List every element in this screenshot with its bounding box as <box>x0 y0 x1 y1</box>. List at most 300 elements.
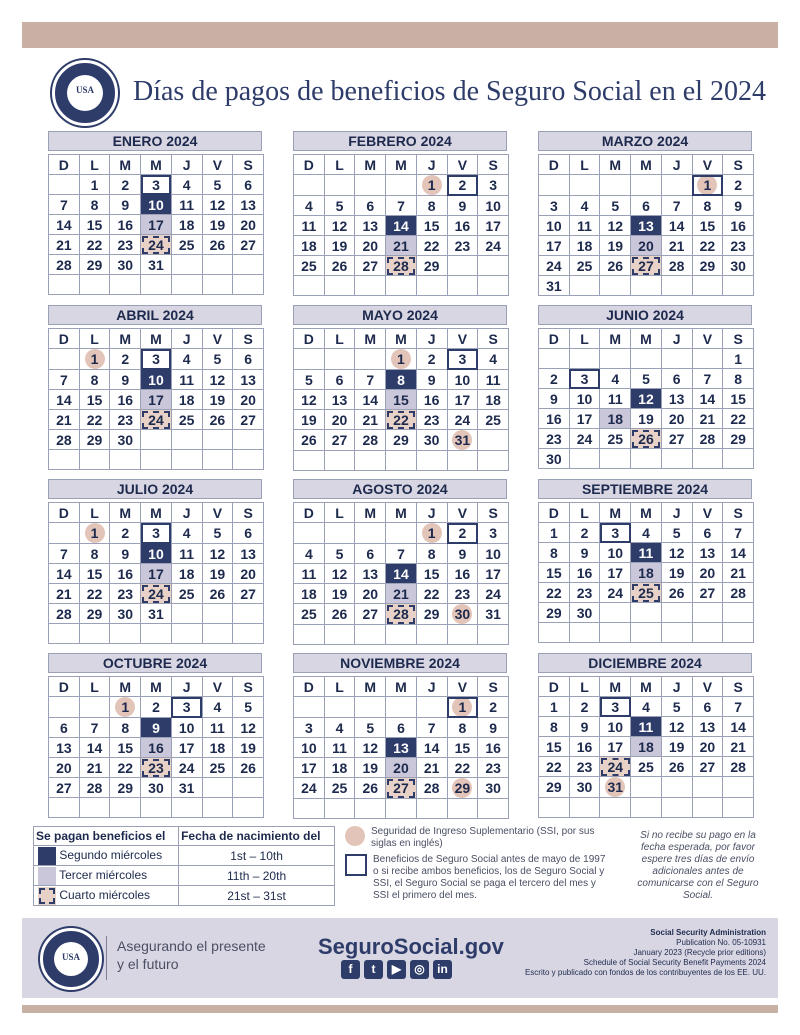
weekday-header: S <box>478 503 509 523</box>
day-cell: 11 <box>294 564 325 584</box>
day-cell: 3 <box>539 196 570 216</box>
day-cell: 26 <box>233 758 264 778</box>
weekday-header: J <box>171 329 202 349</box>
day-cell: 8 <box>723 369 754 389</box>
day-cell: 9 <box>447 196 478 216</box>
day-cell <box>294 697 325 718</box>
day-cell: 13 <box>233 544 264 564</box>
weekday-header: M <box>141 677 172 697</box>
day-cell: 17 <box>600 563 631 583</box>
ssi-circle-icon <box>345 826 365 846</box>
day-cell <box>294 523 325 544</box>
day-cell: 14 <box>386 564 417 584</box>
weekday-header: M <box>355 677 386 697</box>
legend-range: 21st – 31st <box>179 886 335 906</box>
day-cell <box>631 623 662 643</box>
day-cell <box>355 451 386 471</box>
day-cell: 27 <box>661 429 692 449</box>
day-cell: 26 <box>324 604 355 625</box>
day-cell: 6 <box>692 697 723 717</box>
weekday-header: V <box>202 677 233 697</box>
day-cell: 24 <box>569 429 600 449</box>
day-cell <box>49 349 80 370</box>
day-cell: 2 <box>110 523 141 544</box>
day-cell: 16 <box>110 215 141 235</box>
day-cell: 20 <box>233 390 264 410</box>
day-cell: 7 <box>723 523 754 543</box>
day-cell <box>661 623 692 643</box>
day-cell <box>569 449 600 469</box>
day-cell <box>661 798 692 818</box>
day-cell: 12 <box>202 195 233 215</box>
weekday-header: L <box>324 503 355 523</box>
day-cell: 12 <box>202 544 233 564</box>
website-link[interactable]: SeguroSocial.gov <box>318 934 504 959</box>
day-cell <box>202 450 233 470</box>
legend-label: Cuarto miércoles <box>59 887 151 902</box>
day-cell: 12 <box>233 718 264 738</box>
day-cell <box>355 175 386 196</box>
day-cell: 21 <box>692 409 723 429</box>
day-cell: 18 <box>600 409 631 429</box>
weekday-header: V <box>202 503 233 523</box>
day-cell: 25 <box>202 758 233 778</box>
day-cell: 18 <box>202 738 233 758</box>
day-cell: 11 <box>171 195 202 215</box>
delay-note: Si no recibe su pago en la fecha esperada, por favor espere tres días de envío adicionales antes de comunicarse con el Seguro Social. <box>637 830 759 901</box>
day-cell <box>294 276 325 296</box>
day-cell <box>723 623 754 643</box>
day-cell: 28 <box>661 256 692 276</box>
weekday-header: M <box>110 677 141 697</box>
day-cell: 5 <box>600 196 631 216</box>
day-cell: 23 <box>723 236 754 256</box>
day-cell <box>171 255 202 275</box>
weekday-header: M <box>600 155 631 175</box>
day-cell: 22 <box>79 235 110 255</box>
day-cell <box>569 349 600 369</box>
day-cell: 22 <box>539 757 570 777</box>
day-cell: 12 <box>324 564 355 584</box>
day-cell: 1 <box>79 175 110 195</box>
day-cell: 12 <box>661 543 692 563</box>
day-cell <box>110 624 141 644</box>
day-cell: 3 <box>141 175 172 195</box>
legend-col-2: Fecha de nacimiento del <box>179 827 335 846</box>
day-cell: 18 <box>171 390 202 410</box>
day-cell: 5 <box>631 369 662 389</box>
day-cell: 27 <box>631 256 662 276</box>
day-cell: 26 <box>661 583 692 603</box>
day-cell: 18 <box>569 236 600 256</box>
weekday-header: J <box>661 503 692 523</box>
day-cell <box>539 349 570 369</box>
day-cell: 20 <box>233 215 264 235</box>
day-cell <box>324 451 355 471</box>
day-cell: 3 <box>478 523 509 544</box>
day-cell <box>416 697 447 718</box>
day-cell: 16 <box>447 216 478 236</box>
day-cell: 18 <box>294 584 325 604</box>
day-cell: 9 <box>416 370 447 390</box>
weekday-header: M <box>631 503 662 523</box>
day-cell <box>661 175 692 196</box>
pub-funded: Escrito y publicado con fondos de los contribuyentes de los EE. UU. <box>524 968 766 977</box>
day-cell <box>49 523 80 544</box>
day-cell: 25 <box>171 584 202 604</box>
day-cell <box>416 451 447 471</box>
day-cell: 23 <box>447 584 478 604</box>
day-cell <box>324 697 355 718</box>
day-cell: 10 <box>447 370 478 390</box>
day-cell <box>79 697 110 718</box>
day-cell <box>478 451 509 471</box>
weekday-header: J <box>171 155 202 175</box>
day-cell: 2 <box>539 369 570 389</box>
day-cell: 29 <box>386 430 417 451</box>
day-cell: 26 <box>202 235 233 255</box>
weekday-header: M <box>141 503 172 523</box>
day-cell: 10 <box>141 195 172 215</box>
day-cell: 2 <box>110 349 141 370</box>
month-calendar <box>48 131 262 295</box>
day-cell: 6 <box>661 369 692 389</box>
day-cell: 16 <box>539 409 570 429</box>
weekday-header: V <box>692 503 723 523</box>
day-cell: 3 <box>600 523 631 543</box>
day-cell: 14 <box>49 215 80 235</box>
day-cell: 25 <box>324 778 355 799</box>
day-cell <box>49 450 80 470</box>
day-cell: 15 <box>79 564 110 584</box>
top-banner <box>22 22 778 48</box>
day-cell: 5 <box>202 175 233 195</box>
day-cell <box>79 798 110 818</box>
day-cell: 22 <box>386 410 417 430</box>
day-cell: 16 <box>569 737 600 757</box>
day-cell: 14 <box>386 216 417 236</box>
day-cell: 28 <box>723 583 754 603</box>
day-cell: 15 <box>723 389 754 409</box>
day-cell: 7 <box>49 370 80 390</box>
day-cell: 21 <box>386 584 417 604</box>
day-cell <box>355 799 386 819</box>
legend-range: 11th – 20th <box>179 866 335 886</box>
day-cell: 26 <box>202 584 233 604</box>
month-title: ENERO 2024 <box>48 131 262 151</box>
weekday-header: J <box>661 677 692 697</box>
day-cell: 11 <box>569 216 600 236</box>
weekday-header: S <box>233 329 264 349</box>
day-cell: 1 <box>416 523 447 544</box>
legend-row-fourth <box>34 886 179 906</box>
month-calendar <box>48 653 262 818</box>
day-cell: 1 <box>79 523 110 544</box>
day-cell: 20 <box>692 563 723 583</box>
day-cell: 27 <box>386 778 417 799</box>
month-calendar <box>538 653 752 818</box>
day-cell <box>49 697 80 718</box>
day-cell: 2 <box>478 697 509 718</box>
day-cell: 13 <box>324 390 355 410</box>
day-cell: 30 <box>478 778 509 799</box>
instagram-icon[interactable]: ◎ <box>410 960 429 979</box>
day-cell: 3 <box>141 523 172 544</box>
day-cell: 20 <box>386 758 417 778</box>
day-cell: 29 <box>539 777 570 798</box>
day-cell: 25 <box>631 757 662 777</box>
day-cell: 28 <box>49 604 80 624</box>
day-cell: 22 <box>539 583 570 603</box>
day-cell: 23 <box>569 583 600 603</box>
day-cell: 30 <box>539 449 570 469</box>
day-cell <box>355 276 386 296</box>
day-cell: 29 <box>416 256 447 276</box>
footer-divider <box>106 936 107 980</box>
month-title: ABRIL 2024 <box>48 305 262 325</box>
day-cell: 21 <box>723 563 754 583</box>
day-cell: 25 <box>569 256 600 276</box>
day-cell: 27 <box>233 410 264 430</box>
day-cell <box>49 275 80 295</box>
month-calendar <box>293 653 507 819</box>
month-calendar <box>48 479 262 644</box>
day-cell <box>631 349 662 369</box>
day-cell: 13 <box>49 738 80 758</box>
day-cell: 4 <box>631 697 662 717</box>
day-cell: 11 <box>171 370 202 390</box>
day-cell: 21 <box>416 758 447 778</box>
day-cell: 17 <box>141 390 172 410</box>
weekday-header: V <box>202 329 233 349</box>
day-cell: 25 <box>294 256 325 276</box>
day-cell: 20 <box>661 409 692 429</box>
month-title: FEBRERO 2024 <box>293 131 507 151</box>
day-cell <box>202 798 233 818</box>
weekday-header: M <box>631 155 662 175</box>
day-cell <box>692 623 723 643</box>
day-cell: 18 <box>478 390 509 410</box>
day-cell: 10 <box>171 718 202 738</box>
day-cell: 15 <box>539 737 570 757</box>
day-cell <box>79 275 110 295</box>
day-cell: 20 <box>692 737 723 757</box>
day-cell: 9 <box>569 717 600 737</box>
day-cell <box>202 430 233 450</box>
ssi-legend <box>345 826 611 912</box>
day-cell: 28 <box>355 430 386 451</box>
day-cell <box>110 450 141 470</box>
day-cell: 27 <box>692 757 723 777</box>
weekday-header: S <box>478 155 509 175</box>
day-cell: 6 <box>233 175 264 195</box>
day-cell: 2 <box>723 175 754 196</box>
day-cell: 11 <box>202 718 233 738</box>
day-cell: 14 <box>692 389 723 409</box>
day-cell: 24 <box>141 235 172 255</box>
day-cell: 22 <box>692 236 723 256</box>
day-cell: 7 <box>355 370 386 390</box>
day-cell: 23 <box>110 235 141 255</box>
day-cell <box>569 798 600 818</box>
light-swatch-icon <box>38 867 56 885</box>
day-cell <box>171 275 202 295</box>
day-cell: 14 <box>723 717 754 737</box>
day-cell <box>447 451 478 471</box>
weekday-header: M <box>141 155 172 175</box>
day-cell: 4 <box>171 523 202 544</box>
day-cell: 15 <box>79 390 110 410</box>
youtube-icon[interactable]: ▶ <box>387 960 406 979</box>
day-cell: 23 <box>569 757 600 777</box>
pub-schedule: Schedule of Social Security Benefit Payments 2024 <box>583 958 766 967</box>
day-cell: 5 <box>294 370 325 390</box>
day-cell <box>202 255 233 275</box>
weekday-header: L <box>569 503 600 523</box>
day-cell: 25 <box>600 429 631 449</box>
day-cell <box>692 777 723 798</box>
day-cell: 26 <box>600 256 631 276</box>
day-cell: 9 <box>110 370 141 390</box>
day-cell: 29 <box>416 604 447 625</box>
day-cell: 7 <box>723 697 754 717</box>
linkedin-icon[interactable]: in <box>433 960 452 979</box>
weekday-header: V <box>692 677 723 697</box>
twitter-icon[interactable]: t <box>364 960 383 979</box>
day-cell: 18 <box>171 215 202 235</box>
day-cell: 6 <box>386 718 417 738</box>
weekday-header: M <box>355 155 386 175</box>
day-cell: 31 <box>478 604 509 625</box>
day-cell: 19 <box>600 236 631 256</box>
day-cell: 23 <box>416 410 447 430</box>
ssa-seal-icon: USA <box>52 60 118 126</box>
day-cell: 14 <box>79 738 110 758</box>
day-cell: 6 <box>631 196 662 216</box>
day-cell <box>324 523 355 544</box>
day-cell: 14 <box>49 564 80 584</box>
day-cell: 7 <box>386 196 417 216</box>
day-cell: 13 <box>233 195 264 215</box>
day-cell: 14 <box>416 738 447 758</box>
dark-swatch-icon <box>38 847 56 865</box>
day-cell <box>386 276 417 296</box>
day-cell <box>478 256 509 276</box>
month-calendar <box>293 479 507 645</box>
day-cell: 16 <box>478 738 509 758</box>
day-cell: 28 <box>49 430 80 450</box>
day-cell: 30 <box>141 778 172 798</box>
day-cell: 8 <box>539 717 570 737</box>
day-cell <box>569 623 600 643</box>
day-cell: 10 <box>478 544 509 564</box>
day-cell <box>539 798 570 818</box>
day-cell <box>110 275 141 295</box>
day-cell <box>539 623 570 643</box>
day-cell: 13 <box>692 717 723 737</box>
day-cell: 12 <box>600 216 631 236</box>
weekday-header: M <box>110 329 141 349</box>
day-cell: 18 <box>171 564 202 584</box>
day-cell <box>600 349 631 369</box>
day-cell: 24 <box>294 778 325 799</box>
weekday-header: M <box>386 677 417 697</box>
day-cell <box>692 603 723 623</box>
day-cell: 1 <box>539 523 570 543</box>
day-cell: 15 <box>692 216 723 236</box>
weekday-header: M <box>355 503 386 523</box>
day-cell: 26 <box>202 410 233 430</box>
day-cell <box>631 603 662 623</box>
month-title: MARZO 2024 <box>538 131 752 151</box>
day-cell: 30 <box>110 255 141 275</box>
day-cell: 10 <box>539 216 570 236</box>
weekday-header: M <box>600 677 631 697</box>
day-cell: 24 <box>478 584 509 604</box>
day-cell: 13 <box>692 543 723 563</box>
day-cell: 2 <box>569 697 600 717</box>
day-cell: 4 <box>171 175 202 195</box>
weekday-header: D <box>49 677 80 697</box>
day-cell <box>661 777 692 798</box>
day-cell: 19 <box>661 563 692 583</box>
day-cell <box>49 624 80 644</box>
day-cell: 29 <box>447 778 478 799</box>
day-cell: 1 <box>692 175 723 196</box>
day-cell <box>324 175 355 196</box>
day-cell: 17 <box>600 737 631 757</box>
day-cell <box>600 175 631 196</box>
day-cell: 15 <box>539 563 570 583</box>
weekday-header: D <box>539 155 570 175</box>
day-cell: 13 <box>386 738 417 758</box>
month-title: SEPTIEMBRE 2024 <box>538 479 752 499</box>
day-cell: 7 <box>49 195 80 215</box>
weekday-header: V <box>202 155 233 175</box>
day-cell <box>386 799 417 819</box>
facebook-icon[interactable]: f <box>341 960 360 979</box>
day-cell <box>569 276 600 296</box>
box-legend-text: Beneficios de Seguro Social antes de mayo de 1997 o si recibe ambos beneficios, los de Seguro Social y SSI, el Seguro Social se paga el tercero del mes y SSI el primero del mes. <box>373 854 606 901</box>
day-cell: 27 <box>49 778 80 798</box>
day-cell: 22 <box>79 584 110 604</box>
day-cell: 15 <box>416 216 447 236</box>
day-cell: 3 <box>141 349 172 370</box>
day-cell: 19 <box>661 737 692 757</box>
day-cell <box>631 798 662 818</box>
weekday-header: D <box>49 329 80 349</box>
day-cell <box>631 276 662 296</box>
day-cell: 6 <box>233 523 264 544</box>
weekday-header: J <box>171 677 202 697</box>
day-cell: 24 <box>141 584 172 604</box>
day-cell <box>416 625 447 645</box>
day-cell <box>233 604 264 624</box>
weekday-header: L <box>79 329 110 349</box>
day-cell: 1 <box>539 697 570 717</box>
day-cell <box>600 623 631 643</box>
day-cell <box>692 349 723 369</box>
month-title: JUNIO 2024 <box>538 305 752 325</box>
day-cell: 18 <box>324 758 355 778</box>
day-cell <box>294 799 325 819</box>
day-cell: 21 <box>355 410 386 430</box>
day-cell: 11 <box>171 544 202 564</box>
day-cell <box>447 256 478 276</box>
day-cell: 5 <box>661 523 692 543</box>
day-cell: 5 <box>324 196 355 216</box>
day-cell: 1 <box>386 349 417 370</box>
